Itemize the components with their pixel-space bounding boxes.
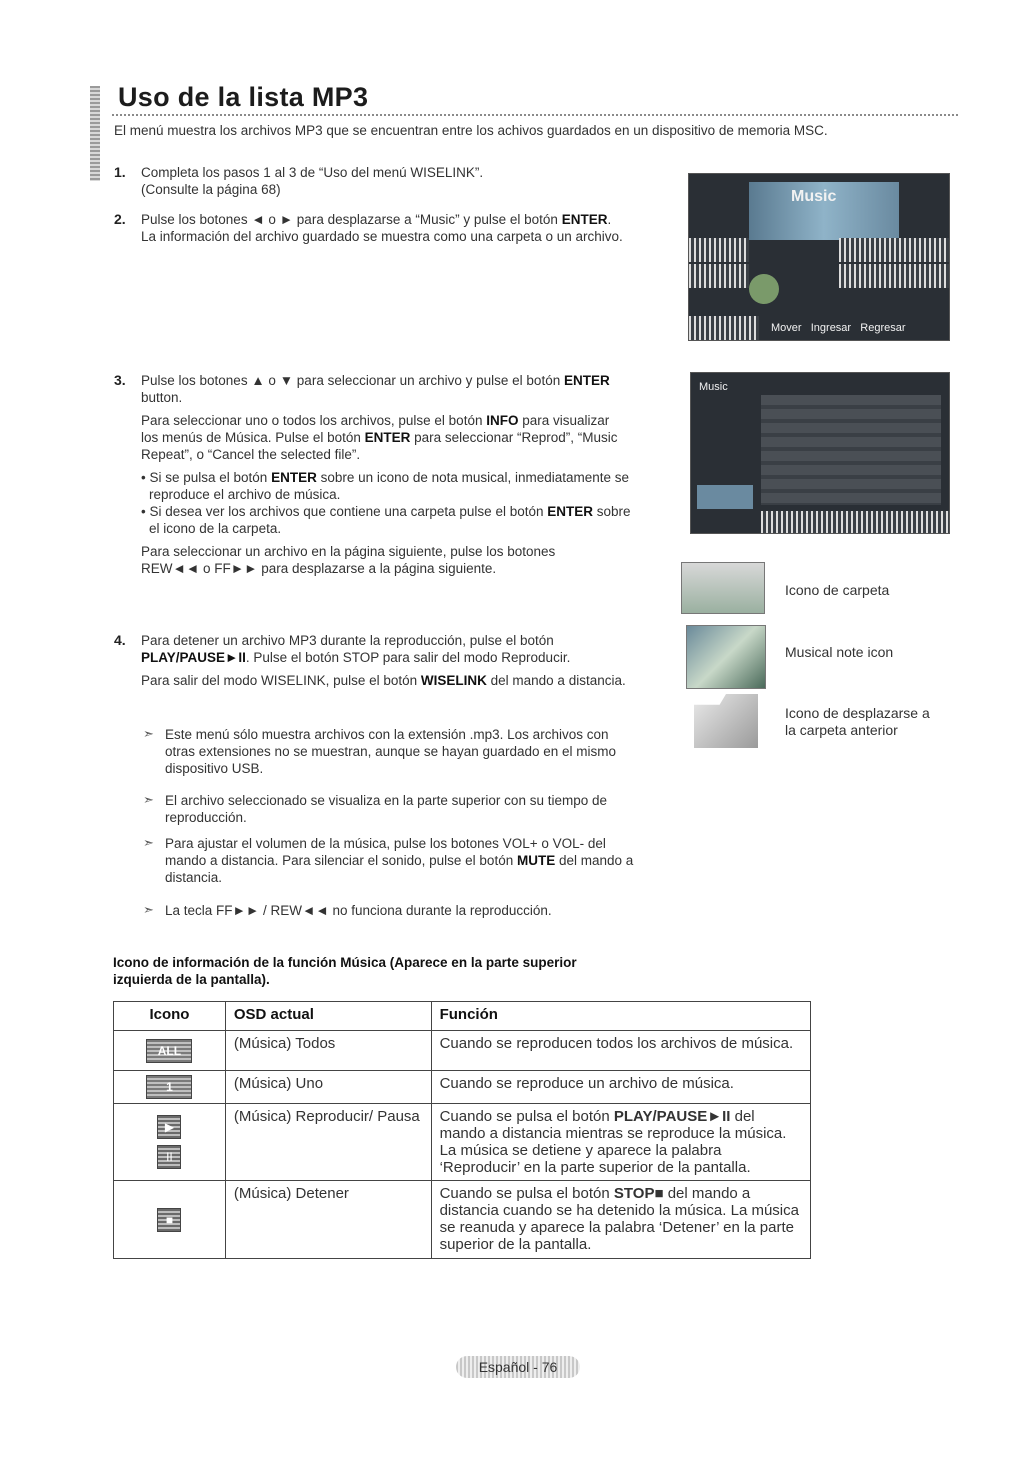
osd-cell: (Música) Uno <box>225 1071 431 1104</box>
screen-stripes <box>761 511 949 534</box>
text: para seleccionar “Reprod”, “Music <box>410 430 618 445</box>
text: izquierda de la pantalla). <box>113 972 270 987</box>
step-4-line <box>141 649 681 666</box>
text: reproducción. <box>165 810 247 825</box>
step-2-text <box>141 211 681 245</box>
text: Este menú sólo muestra archivos con la extensión .mp3. Los archivos con <box>165 727 609 742</box>
screen-title: Music <box>791 188 837 205</box>
play-pause-label: PLAY/PAUSE►II <box>141 650 246 665</box>
text: del mando a distancia cuando se ha detenido la música. La música se reanuda y aparece la palabra ‘Detener’ en la parte superior de la pantalla. <box>439 1185 799 1253</box>
enter-key-label: ENTER <box>563 373 610 388</box>
page-number-badge: Español - 76 <box>456 1356 580 1378</box>
text: El archivo seleccionado se visualiza en la parte superior con su tiempo de <box>165 793 607 808</box>
text: Para seleccionar uno o todos los archivos, pulse el botón <box>141 413 487 428</box>
text: • Si se pulsa el botón <box>141 470 272 485</box>
header-osd: OSD actual <box>225 1002 431 1031</box>
func-cell <box>431 1104 810 1181</box>
screen-label: Music <box>699 381 728 393</box>
pause-icon: II <box>157 1145 181 1169</box>
text: la carpeta anterior <box>785 722 898 738</box>
screen-menu-bar <box>771 322 906 334</box>
step-3-text <box>141 372 681 577</box>
wiselink-key-label: WISELINK <box>420 673 487 688</box>
text: dispositivo USB. <box>165 761 264 776</box>
step-3-bullet <box>141 469 681 486</box>
parent-folder-icon-label <box>785 705 930 739</box>
note-arrow-icon: ➣ <box>143 792 154 807</box>
text: Pulse los botones ◄ o ► para desplazarse a “Music” y pulse el botón <box>141 212 562 227</box>
music-note-icon <box>686 625 766 689</box>
note-arrow-icon: ➣ <box>143 726 154 741</box>
step-3-bullet: el icono de la carpeta. <box>149 521 282 536</box>
file-list <box>761 395 941 505</box>
repeat-one-icon: 1 <box>146 1075 192 1099</box>
table-heading <box>113 954 577 988</box>
text: Icono de información de la función Música (Aparece en la parte superior <box>113 955 577 970</box>
stop-label: STOP■ <box>613 1185 664 1202</box>
text: Para salir del modo WISELINK, pulse el botón <box>141 673 421 688</box>
title-divider <box>112 114 958 116</box>
func-cell <box>431 1181 810 1259</box>
step-3-para: REW◄◄ o FF►► para desplazarse a la página siguiente. <box>141 561 497 576</box>
repeat-all-icon: ALL <box>146 1039 192 1063</box>
note-arrow-icon: ➣ <box>143 902 154 917</box>
text: Para ajustar el volumen de la música, pulse los botones VOL+ o VOL- del <box>165 836 606 851</box>
step-2-line: La información del archivo guardado se muestra como una carpeta o un archivo. <box>141 229 623 244</box>
step-3-para: Repeat”, o “Cancel the selected file”. <box>141 447 361 462</box>
text: Pulse los botones ▲ o ▼ para seleccionar un archivo y pulse el botón <box>141 373 564 388</box>
header-icono: Icono <box>114 1002 226 1031</box>
text: para visualizar <box>518 413 610 428</box>
music-icon-table <box>113 1001 811 1259</box>
info-key-label: INFO <box>486 413 519 428</box>
folder-icon <box>681 562 765 614</box>
text: . <box>607 212 612 227</box>
text: • Si desea ver los archivos que contiene una carpeta pulse el botón <box>141 504 548 519</box>
screen-stripes <box>689 238 749 262</box>
step-1-line: Completa los pasos 1 al 3 de “Uso del menú WISELINK”. <box>141 165 484 180</box>
step-3-bullet: reproduce el archivo de música. <box>149 487 341 502</box>
text: . Pulse el botón STOP para salir del modo Reproducir. <box>245 650 571 665</box>
header-funcion: Función <box>431 1002 810 1031</box>
icon-cell <box>114 1104 226 1181</box>
mute-key-label: MUTE <box>516 853 556 868</box>
screen-stripes <box>839 238 949 262</box>
table-row <box>114 1181 811 1259</box>
table-row <box>114 1071 811 1104</box>
stop-icon: ■ <box>157 1208 181 1232</box>
step-number: 1. <box>114 164 126 180</box>
text: distancia. <box>165 870 223 885</box>
text: otras extensiones no se muestran, aunque se hayan guardado en el mismo <box>165 744 617 759</box>
step-number: 4. <box>114 632 126 648</box>
icon-cell <box>114 1181 226 1259</box>
icon-cell <box>114 1031 226 1071</box>
step-number: 3. <box>114 372 126 388</box>
step-4-line: Para detener un archivo MP3 durante la reproducción, pulse el botón <box>141 633 554 648</box>
text: Cuando se pulsa el botón <box>439 1108 614 1125</box>
note-arrow-icon: ➣ <box>143 835 154 850</box>
table-header-row <box>114 1002 811 1031</box>
screen-stripes <box>689 264 749 288</box>
text: del mando a <box>555 853 634 868</box>
osd-cell: (Música) Todos <box>225 1031 431 1071</box>
step-3-line <box>141 372 681 389</box>
note-3 <box>165 835 685 886</box>
func-cell: Cuando se reproducen todos los archivos de música. <box>431 1031 810 1071</box>
step-1-line: (Consulte la página 68) <box>141 182 281 197</box>
note-4: La tecla FF►► / REW◄◄ no funciona durante la reproducción. <box>165 903 552 918</box>
file-list-screenshot <box>690 372 950 534</box>
note-2 <box>165 792 685 826</box>
text: Cuando se pulsa el botón <box>439 1185 614 1202</box>
step-3-para <box>141 429 681 446</box>
table-row <box>114 1031 811 1071</box>
osd-cell: (Música) Detener <box>225 1181 431 1259</box>
preview-thumb <box>697 485 753 509</box>
step-3-line: button. <box>141 390 183 405</box>
text: del mando a distancia mientras se reproduce la música. La música se detiene y aparece la palabra ‘Reproducir’ en la parte superior de la pantalla. <box>439 1108 787 1176</box>
menu-ingresar: Ingresar <box>810 322 852 334</box>
enter-key-label: ENTER <box>561 212 608 227</box>
text: Icono de desplazarse a <box>785 705 930 721</box>
menu-mover: Mover <box>771 322 802 334</box>
enter-key-label: ENTER <box>364 430 411 445</box>
play-icon: ▶ <box>157 1115 181 1139</box>
title-accent-bar <box>90 86 100 181</box>
icon-cell <box>114 1071 226 1104</box>
enter-key-label: ENTER <box>271 470 317 485</box>
music-note-icon <box>749 274 779 304</box>
table-row <box>114 1104 811 1181</box>
screen-stripes <box>839 264 949 288</box>
parent-folder-icon <box>694 694 758 748</box>
play-pause-label: PLAY/PAUSE►II <box>613 1108 731 1125</box>
step-3-bullet <box>141 503 681 520</box>
text: sobre <box>593 504 631 519</box>
menu-regresar: Regresar <box>860 322 906 334</box>
music-menu-screenshot <box>688 173 950 341</box>
page-title: Uso de la lista MP3 <box>118 82 369 112</box>
folder-icon-label: Icono de carpeta <box>785 582 890 598</box>
text <box>165 852 685 869</box>
enter-key-label: ENTER <box>547 504 593 519</box>
intro-text: El menú muestra los archivos MP3 que se encuentran entre los achivos guardados en un dispositivo de memoria MSC. <box>114 123 828 138</box>
music-note-icon-label: Musical note icon <box>785 644 894 660</box>
text: sobre un icono de nota musical, inmediatamente se <box>316 470 630 485</box>
step-number: 2. <box>114 211 126 227</box>
step-3-para: Para seleccionar un archivo en la página siguiente, pulse los botones <box>141 544 556 559</box>
text: del mando a distancia. <box>486 673 626 688</box>
step-3-para <box>141 412 681 429</box>
screen-stripes <box>689 316 759 340</box>
text: los menús de Música. Pulse el botón <box>141 430 365 445</box>
step-4-line <box>141 672 681 689</box>
step-4-text <box>141 632 681 689</box>
note-1 <box>165 726 685 777</box>
step-2-line <box>141 211 681 228</box>
step-1-text <box>141 164 661 198</box>
func-cell: Cuando se reproduce un archivo de música. <box>431 1071 810 1104</box>
text: mando a distancia. Para silenciar el sonido, pulse el botón <box>165 853 517 868</box>
osd-cell: (Música) Reproducir/ Pausa <box>225 1104 431 1181</box>
